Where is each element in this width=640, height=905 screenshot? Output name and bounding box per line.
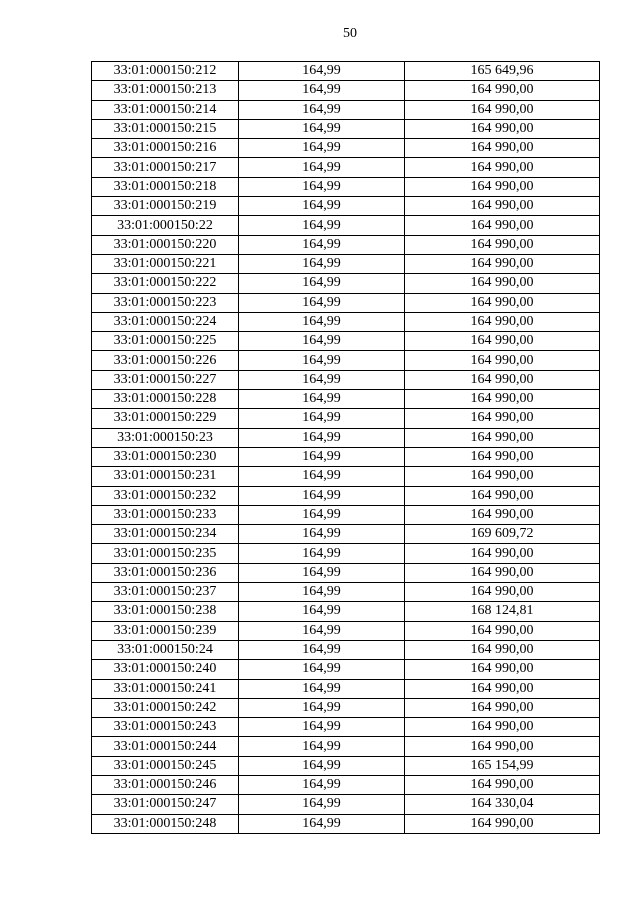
area-cell: 164,99 [239, 351, 405, 370]
table-row [92, 718, 600, 737]
value-cell: 164 990,00 [405, 390, 600, 409]
cadastral-number-cell: 33:01:000150:236 [92, 563, 239, 582]
cadastral-number-cell: 33:01:000150:216 [92, 139, 239, 158]
cadastral-number-cell: 33:01:000150:228 [92, 390, 239, 409]
area-cell: 164,99 [239, 254, 405, 273]
cadastral-number-cell: 33:01:000150:242 [92, 698, 239, 717]
area-cell: 164,99 [239, 81, 405, 100]
area-cell: 164,99 [239, 679, 405, 698]
cadastral-number-cell: 33:01:000150:240 [92, 660, 239, 679]
value-cell: 164 990,00 [405, 467, 600, 486]
area-cell: 164,99 [239, 139, 405, 158]
value-cell: 164 990,00 [405, 737, 600, 756]
cadastral-number-cell: 33:01:000150:246 [92, 775, 239, 794]
cadastral-number-cell: 33:01:000150:232 [92, 486, 239, 505]
cadastral-number-cell: 33:01:000150:247 [92, 795, 239, 814]
value-cell: 164 990,00 [405, 544, 600, 563]
table-row [92, 351, 600, 370]
table-row [92, 197, 600, 216]
table-row [92, 428, 600, 447]
area-cell: 164,99 [239, 293, 405, 312]
cadastral-number-cell: 33:01:000150:22 [92, 216, 239, 235]
cadastral-number-cell: 33:01:000150:220 [92, 235, 239, 254]
table-row [92, 254, 600, 273]
cadastral-number-cell: 33:01:000150:223 [92, 293, 239, 312]
area-cell: 164,99 [239, 274, 405, 293]
cadastral-number-cell: 33:01:000150:248 [92, 814, 239, 833]
value-cell: 164 990,00 [405, 119, 600, 138]
value-cell: 164 990,00 [405, 409, 600, 428]
cadastral-number-cell: 33:01:000150:218 [92, 177, 239, 196]
table-row [92, 505, 600, 524]
value-cell: 164 990,00 [405, 583, 600, 602]
area-cell: 164,99 [239, 756, 405, 775]
value-cell: 164 990,00 [405, 814, 600, 833]
cadastral-number-cell: 33:01:000150:229 [92, 409, 239, 428]
table-row [92, 602, 600, 621]
table-row [92, 62, 600, 81]
cadastral-number-cell: 33:01:000150:24 [92, 640, 239, 659]
table-row [92, 409, 600, 428]
table-row [92, 235, 600, 254]
table-row [92, 814, 600, 833]
table-row [92, 332, 600, 351]
value-cell: 164 990,00 [405, 447, 600, 466]
cadastral-number-cell: 33:01:000150:221 [92, 254, 239, 273]
value-cell: 164 990,00 [405, 139, 600, 158]
value-cell: 164 990,00 [405, 370, 600, 389]
value-cell: 164 990,00 [405, 698, 600, 717]
value-cell: 164 990,00 [405, 486, 600, 505]
cadastral-table [91, 61, 600, 834]
table-row [92, 100, 600, 119]
value-cell: 164 990,00 [405, 274, 600, 293]
area-cell: 164,99 [239, 390, 405, 409]
area-cell: 164,99 [239, 197, 405, 216]
table-row [92, 775, 600, 794]
cadastral-number-cell: 33:01:000150:237 [92, 583, 239, 602]
table-row [92, 698, 600, 717]
value-cell: 164 990,00 [405, 197, 600, 216]
cadastral-number-cell: 33:01:000150:215 [92, 119, 239, 138]
table-row [92, 795, 600, 814]
area-cell: 164,99 [239, 119, 405, 138]
cadastral-number-cell: 33:01:000150:239 [92, 621, 239, 640]
area-cell: 164,99 [239, 814, 405, 833]
value-cell: 164 990,00 [405, 254, 600, 273]
table-row [92, 679, 600, 698]
area-cell: 164,99 [239, 737, 405, 756]
area-cell: 164,99 [239, 718, 405, 737]
cadastral-number-cell: 33:01:000150:234 [92, 525, 239, 544]
table-row [92, 81, 600, 100]
area-cell: 164,99 [239, 409, 405, 428]
page-number: 50 [343, 26, 357, 41]
table-row [92, 447, 600, 466]
value-cell: 164 990,00 [405, 621, 600, 640]
value-cell: 164 990,00 [405, 332, 600, 351]
area-cell: 164,99 [239, 486, 405, 505]
area-cell: 164,99 [239, 177, 405, 196]
value-cell: 165 154,99 [405, 756, 600, 775]
value-cell: 164 990,00 [405, 158, 600, 177]
value-cell: 164 990,00 [405, 100, 600, 119]
cadastral-number-cell: 33:01:000150:219 [92, 197, 239, 216]
value-cell: 164 990,00 [405, 718, 600, 737]
table-row [92, 274, 600, 293]
cadastral-number-cell: 33:01:000150:238 [92, 602, 239, 621]
table-row [92, 525, 600, 544]
table-row [92, 737, 600, 756]
value-cell: 164 990,00 [405, 177, 600, 196]
table-row [92, 621, 600, 640]
table-row [92, 119, 600, 138]
cadastral-number-cell: 33:01:000150:212 [92, 62, 239, 81]
value-cell: 164 990,00 [405, 563, 600, 582]
cadastral-number-cell: 33:01:000150:235 [92, 544, 239, 563]
table-row [92, 756, 600, 775]
area-cell: 164,99 [239, 235, 405, 254]
area-cell: 164,99 [239, 621, 405, 640]
cadastral-number-cell: 33:01:000150:227 [92, 370, 239, 389]
value-cell: 165 649,96 [405, 62, 600, 81]
cadastral-number-cell: 33:01:000150:230 [92, 447, 239, 466]
cadastral-number-cell: 33:01:000150:213 [92, 81, 239, 100]
value-cell: 169 609,72 [405, 525, 600, 544]
area-cell: 164,99 [239, 62, 405, 81]
value-cell: 164 990,00 [405, 351, 600, 370]
value-cell: 164 990,00 [405, 640, 600, 659]
value-cell: 164 990,00 [405, 235, 600, 254]
area-cell: 164,99 [239, 158, 405, 177]
value-cell: 164 990,00 [405, 679, 600, 698]
table-row [92, 158, 600, 177]
table-row [92, 370, 600, 389]
area-cell: 164,99 [239, 216, 405, 235]
table-row [92, 177, 600, 196]
table-row [92, 583, 600, 602]
area-cell: 164,99 [239, 332, 405, 351]
area-cell: 164,99 [239, 563, 405, 582]
cadastral-number-cell: 33:01:000150:225 [92, 332, 239, 351]
table-row [92, 467, 600, 486]
value-cell: 164 990,00 [405, 312, 600, 331]
area-cell: 164,99 [239, 467, 405, 486]
cadastral-number-cell: 33:01:000150:245 [92, 756, 239, 775]
value-cell: 164 990,00 [405, 428, 600, 447]
area-cell: 164,99 [239, 312, 405, 331]
area-cell: 164,99 [239, 447, 405, 466]
value-cell: 164 330,04 [405, 795, 600, 814]
cadastral-number-cell: 33:01:000150:233 [92, 505, 239, 524]
cadastral-number-cell: 33:01:000150:241 [92, 679, 239, 698]
area-cell: 164,99 [239, 544, 405, 563]
cadastral-number-cell: 33:01:000150:226 [92, 351, 239, 370]
table-row [92, 139, 600, 158]
cadastral-number-cell: 33:01:000150:243 [92, 718, 239, 737]
cadastral-number-cell: 33:01:000150:244 [92, 737, 239, 756]
table-row [92, 544, 600, 563]
value-cell: 164 990,00 [405, 293, 600, 312]
area-cell: 164,99 [239, 100, 405, 119]
area-cell: 164,99 [239, 505, 405, 524]
area-cell: 164,99 [239, 602, 405, 621]
cadastral-number-cell: 33:01:000150:231 [92, 467, 239, 486]
table-row [92, 293, 600, 312]
table-row [92, 563, 600, 582]
area-cell: 164,99 [239, 583, 405, 602]
area-cell: 164,99 [239, 775, 405, 794]
table-row [92, 390, 600, 409]
value-cell: 164 990,00 [405, 660, 600, 679]
value-cell: 164 990,00 [405, 81, 600, 100]
area-cell: 164,99 [239, 640, 405, 659]
cadastral-number-cell: 33:01:000150:224 [92, 312, 239, 331]
area-cell: 164,99 [239, 795, 405, 814]
area-cell: 164,99 [239, 370, 405, 389]
table-row [92, 216, 600, 235]
cadastral-number-cell: 33:01:000150:23 [92, 428, 239, 447]
table-body [92, 62, 600, 834]
table-row [92, 312, 600, 331]
cadastral-number-cell: 33:01:000150:222 [92, 274, 239, 293]
value-cell: 164 990,00 [405, 216, 600, 235]
table-row [92, 486, 600, 505]
table-row [92, 640, 600, 659]
cadastral-number-cell: 33:01:000150:217 [92, 158, 239, 177]
area-cell: 164,99 [239, 525, 405, 544]
area-cell: 164,99 [239, 660, 405, 679]
cadastral-number-cell: 33:01:000150:214 [92, 100, 239, 119]
value-cell: 168 124,81 [405, 602, 600, 621]
table-row [92, 660, 600, 679]
area-cell: 164,99 [239, 428, 405, 447]
area-cell: 164,99 [239, 698, 405, 717]
value-cell: 164 990,00 [405, 505, 600, 524]
value-cell: 164 990,00 [405, 775, 600, 794]
